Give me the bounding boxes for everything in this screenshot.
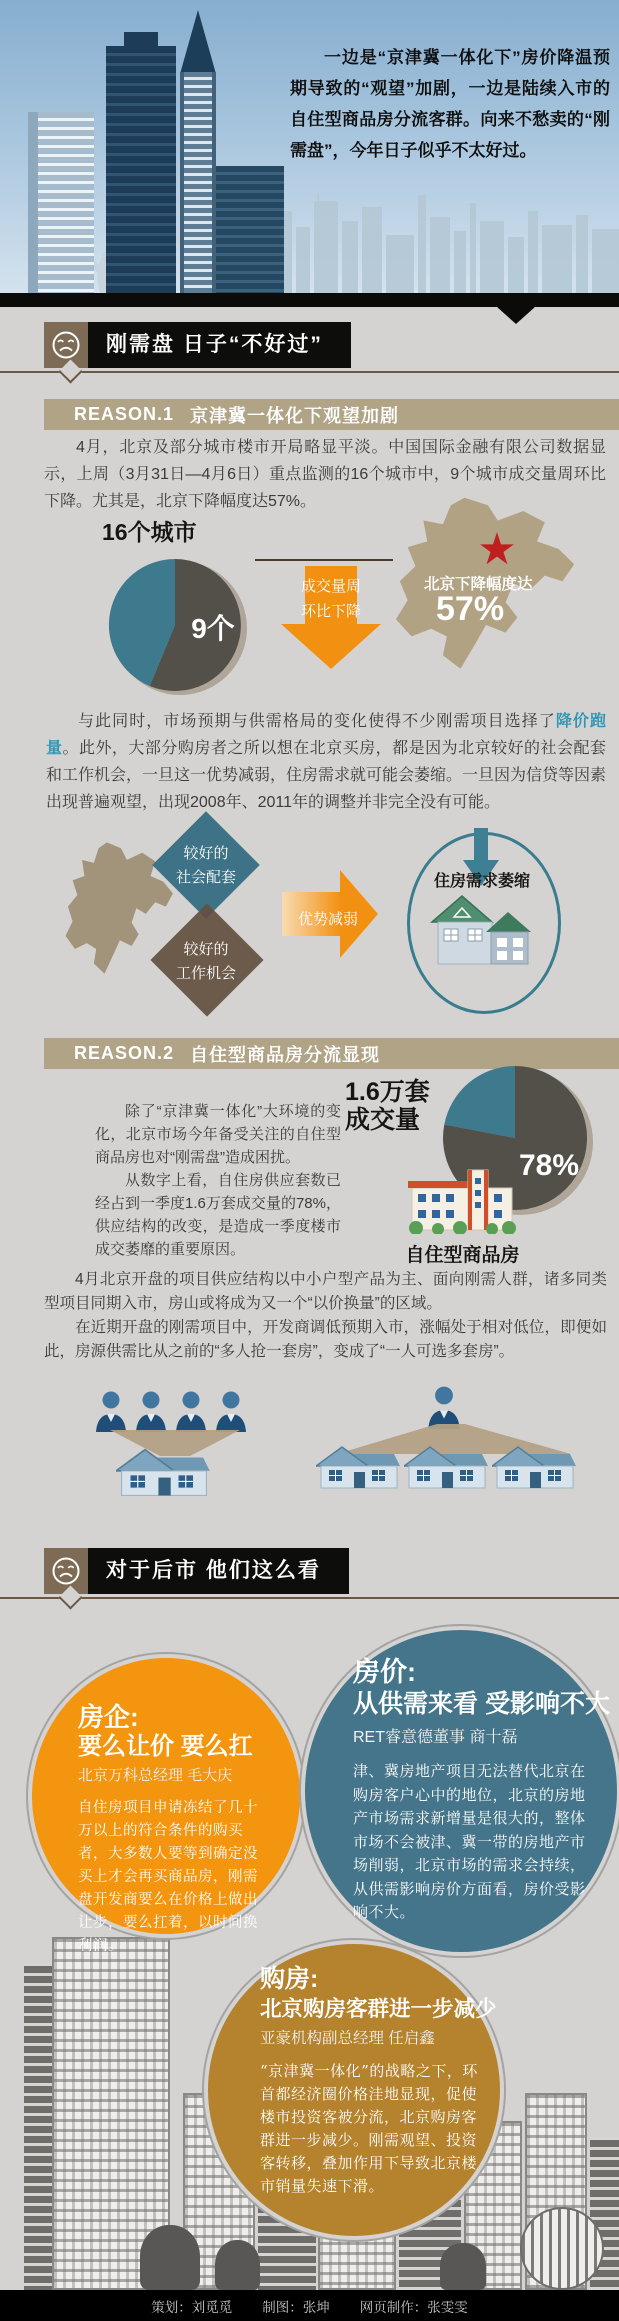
diamond-social-label: 较好的 社会配套 [175,845,236,886]
opinion1-headline: 要么让价 要么扛 [78,1733,253,1760]
reason1-title: 京津冀一体化下观望加剧 [190,405,400,426]
section-rule [0,371,619,373]
opinion2-headline: 从供需来看 受影响不大 [353,1690,610,1718]
single-buyer-icon [425,1385,463,1429]
sad-face-icon [44,322,88,368]
reason2-label: REASON.2 [74,1043,175,1063]
section2-header [44,1548,349,1594]
paragraph-4: 4月北京开盘的项目供应结构以中小户型产品为主、面向刚需人群，诸多同类型项目同期入市，房山或将成为又一个“以价换量”的区域。 [44,1271,607,1312]
reason1-label: REASON.1 [74,404,175,424]
result-label: 住房需求萎缩 [433,873,530,890]
intro-text: 一边是“京津冀一体化下”房价降温预期导致的“观望”加剧，一边是陆续入市的自住型商品房分流客群。向来不愁卖的“刚需盘”，今年日子似乎不太好过。 [290,48,610,160]
p2-before: 与此同时，市场预期与供需格局的变化使得不少刚需项目选择了 [78,713,556,730]
opinion3-headline: 北京购房客群进一步减少 [260,1997,497,2021]
paragraph-2 [46,708,606,816]
opinion3-quote: “京津冀一体化”的战略之下，环首都经济圈价格洼地显现，促使楼市投资客被分流，北京购房客群进一步减少。刚需观望、投资客转移，叠加作用下导致北京楼市销量失速下滑。 [260,2062,478,2195]
commodity-housing-icon [408,1168,516,1234]
opinion-developer-circle [32,1658,300,1954]
pie2-value: 78% [518,1149,580,1182]
opinion-price-circle [305,1630,617,1952]
reason1-bar [44,399,619,430]
opinion-buyer-circle [208,1944,500,2236]
p2-highlight: 降价跑量 [46,713,606,757]
houses-icon [430,892,534,980]
credit-designer: 制图：张坤 [262,2299,330,2315]
tree-art [140,2225,200,2290]
map-value: 57% [436,590,505,628]
opinion2-tag: 房价: [353,1657,416,1687]
credits-bar [0,2290,619,2321]
buyers-group-icon [93,1390,253,1432]
pie1-title: 16个城市 [102,519,197,545]
diamond-jobs-label: 较好的 工作机会 [175,941,236,982]
arrow-label-line1: 成交量周 [300,578,362,595]
opinion3-speaker: 亚豪机构副总经理 任启鑫 [260,2030,435,2047]
tree-art [440,2243,486,2290]
down-arrow-icon [281,566,381,670]
paragraph-1: 4月，北京及部分城市楼市开局略显平淡。中国国际金融有限公司数据显示，上周（3月31日—4月6日）重点监测的16个城市中，9个城市成交量周环比下降。尤其是，北京下降幅度达57%。 [44,439,606,510]
credit-planner: 策划：刘觅觅 [151,2299,233,2315]
dome-art [520,2207,604,2290]
paragraph-3: 除了“京津冀一体化”大环境的变化，北京市场今年备受关注的自住型商品房也对“刚需盘”造成困扰。 从数字上看，自住房供应套数已经占到一季度1.6万套成交量的78%，供应结构的改变，是造成一季度楼市成交萎靡的重要原因。 [95,1103,341,1258]
section-rule-2 [0,1597,619,1599]
building-caption: 自住型商品房 [405,1245,520,1266]
section1-header [44,322,351,368]
single-house-icon [116,1446,212,1498]
houses-row-icon [316,1444,578,1490]
opinion3-tag: 购房: [260,1965,319,1993]
spire-tower-top [180,10,216,74]
reason2-title: 自住型商品房分流显现 [190,1044,381,1065]
pie1-value-label: 9个 [191,613,235,644]
credit-web: 网页制作：张雯雯 [359,2299,468,2315]
spire-tower-body [180,72,216,293]
building-art-3 [216,166,284,293]
opinion2-speaker: RET睿意德董事 商十磊 [353,1729,518,1746]
p2-after: 。此外，大部分购房者之所以想在北京买房，都是因为北京较好的社会配套和工作机会，一旦这一优势减弱，住房需求就可能会萎缩。一旦因为信贷等因素出现普遍观望，出现2008年、2011年的调整并非完全没有可能。 [46,740,607,811]
arrow2-label: 优势减弱 [297,911,358,928]
tree-art [215,2240,260,2290]
building-art-1 [28,112,94,293]
opinion1-speaker: 北京万科总经理 毛大庆 [78,1767,233,1784]
opinion2-quote: 津、冀房地产项目无法替代北京在购房客户心中的地位，北京的房地产市场需求新增量是很大的，整体市场不会被津、冀一带的房地产市场削弱，北京市场的需求会持续，从供需影响房价方面看，房价受影响不大。 [353,1762,586,1921]
star-icon: ★ [477,525,517,574]
building-art-2 [106,46,176,293]
section1-title: 刚需盘 日子“不好过” [88,322,351,368]
section2-title: 对于后市 他们这么看 [88,1548,349,1594]
arrow-label-line2: 环比下降 [300,603,362,620]
sad-face-icon-2 [44,1548,88,1594]
hero-divider-strip [0,293,619,307]
opinion1-quote: 自住房项目申请冻结了几十万以上的符合条件的购买者，大多数人要等到确定没买上才会再买商品房，刚需盘开发商要么在价格上做出让步，要么扛着，以时间换利润。 [78,1800,258,1954]
hero-banner [0,0,619,293]
opinion1-tag: 房企: [78,1702,139,1732]
map-caption: 北京下降幅度达 [424,576,533,593]
divider-triangle [497,307,535,324]
paragraph-5: 在近期开盘的刚需项目中，开发商调低预期入市，涨幅处于相对低位，即便如此，房源供需比从之前的“多人抢一套房”，变成了“一人可选多套房”。 [44,1319,607,1360]
pie2-label: 1.6万套 成交量 [345,1078,430,1134]
pie-chart-16-cities [100,548,250,698]
connector-line [255,559,393,561]
